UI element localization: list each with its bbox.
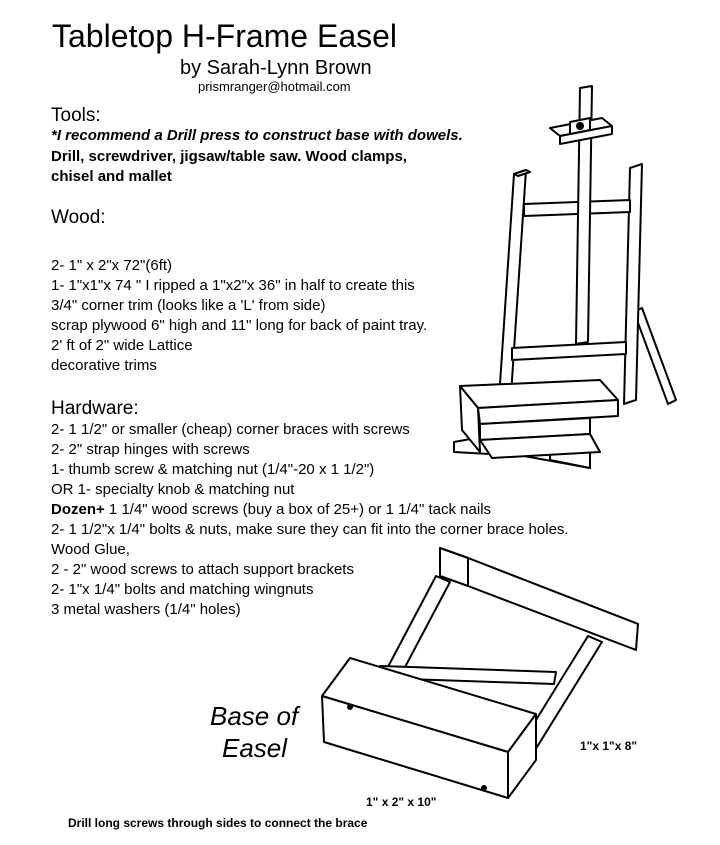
cross-piece-dimension: 1"x 1"x 8" — [580, 739, 638, 753]
page-title: Tabletop H-Frame Easel — [52, 18, 398, 54]
hardware-item: 2- 2" strap hinges with screws — [51, 441, 250, 458]
tools-list-line-1: Drill, screwdriver, jigsaw/table saw. Wood clamps, — [51, 148, 407, 165]
tools-recommendation: *I recommend a Drill press to construct base with dowels. — [51, 127, 463, 144]
wood-heading: Wood: — [51, 207, 106, 228]
author-email: prismranger@hotmail.com — [198, 79, 351, 94]
wood-item: 2' ft of 2" wide Lattice — [51, 337, 193, 354]
base-caption-line-1: Base of — [210, 701, 299, 731]
hardware-item: OR 1- specialty knob & matching nut — [51, 481, 295, 498]
wood-item: decorative trims — [51, 357, 157, 374]
base-caption-line-2: Easel — [222, 733, 288, 763]
dozen-label: Dozen+ — [51, 501, 105, 518]
easel-illustration — [440, 80, 680, 490]
hardware-item: 3 metal washers (1/4" holes) — [51, 601, 241, 618]
hardware-item-dozen — [51, 500, 491, 520]
hardware-item: Wood Glue, — [51, 541, 130, 558]
dozen-text: 1 1/4" wood screws (buy a box of 25+) or 1 1/4" tack nails — [104, 501, 492, 518]
hardware-item: 1- thumb screw & matching nut (1/4"-20 x 1 1/2") — [51, 461, 375, 478]
hardware-item: 2- 1 1/2"x 1/4" bolts & nuts, make sure they can fit into the corner brace holes. — [51, 521, 569, 538]
easel-base-diagram — [318, 546, 648, 814]
hardware-item: 2 - 2" wood screws to attach support brackets — [51, 561, 354, 578]
wood-item: scrap plywood 6" high and 11" long for back of paint tray. — [51, 317, 428, 334]
wood-item: 2- 1" x 2"x 72"(6ft) — [51, 257, 173, 274]
wood-item: 3/4" corner trim (looks like a 'L' from side) — [51, 297, 326, 314]
hardware-item: 2- 1 1/2" or smaller (cheap) corner braces with screws — [51, 421, 410, 438]
assembly-note: Drill long screws through sides to connect the brace — [68, 816, 368, 830]
tools-heading: Tools: — [51, 105, 101, 126]
author-line: by Sarah-Lynn Brown — [180, 57, 372, 79]
tools-list-line-2: chisel and mallet — [51, 168, 172, 185]
hardware-item: 2- 1"x 1/4" bolts and matching wingnuts — [51, 581, 314, 598]
side-piece-dimension: 1" x 2" x 10" — [366, 795, 437, 809]
wood-item: 1- 1"x1"x 74 " I ripped a 1"x2"x 36" in half to create this — [51, 277, 415, 294]
hardware-heading: Hardware: — [51, 398, 139, 419]
